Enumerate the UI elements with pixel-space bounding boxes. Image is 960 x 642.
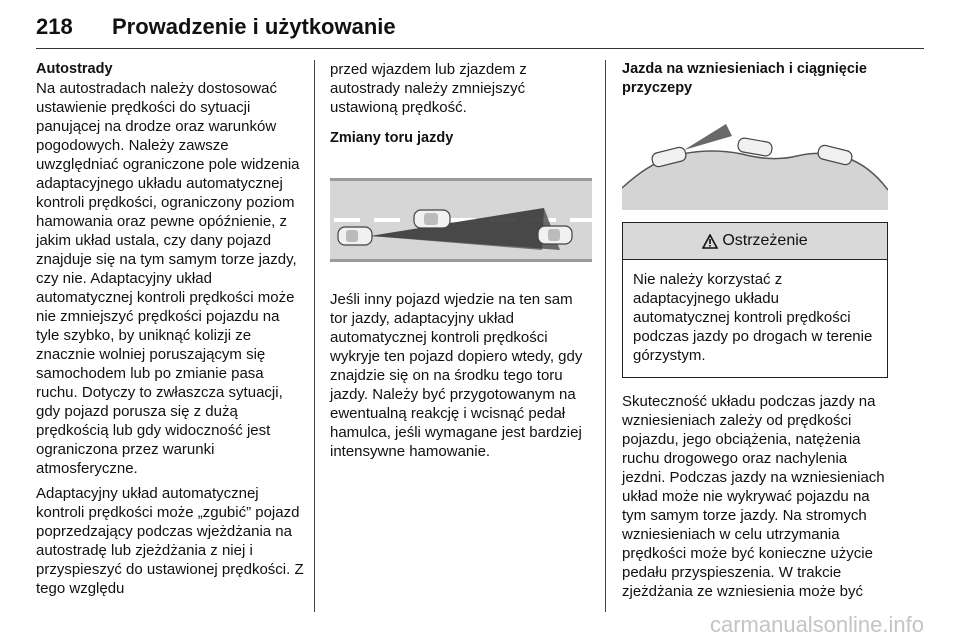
paragraph: Skuteczność układu podczas jazdy na wzniesieniach zależy od prędkości pojazdu, jego obciążenia, natężenia ruchu drogowego oraz nachylenia jezdni. Podczas jazdy na wzniesieniach układ może nie wykrywać pojazdu na tym samym torze jazdy. Na stromych wzniesieniach w celu utrzymania prędkości może być konieczne użycie pedału przyspieszenia. W trakcie zjeżdżania ze wzniesienia może być [622, 393, 885, 600]
column-divider [314, 60, 315, 612]
page-title: Prowadzenie i użytkowanie [112, 14, 396, 39]
warning-box [622, 222, 888, 378]
column-3 [622, 60, 888, 607]
hill-driving-illustration [622, 110, 888, 210]
section-heading-highways: Autostrady [36, 61, 113, 77]
watermark: carmanualsonline.info [709, 612, 924, 637]
column-2 [330, 60, 592, 467]
warning-header [623, 223, 887, 260]
warning-title: Ostrzeżenie [722, 232, 808, 249]
paragraph: przed wjazdem lub zjazdem z autostrady należy zmniejszyć ustawioną prędkość. [330, 61, 527, 116]
column-1 [36, 60, 306, 604]
lane-change-illustration [330, 164, 592, 274]
car-merging [414, 210, 450, 228]
section-heading-hills: Jazda na wzniesieniach i ciągnięcie przyczepy [622, 61, 867, 96]
paragraph: Adaptacyjny układ automatycznej kontroli prędkości może „zgubić” pojazd poprzedzający podczas wjeżdżania na autostradę lub zjeżdżania z niej i przyspieszyć do ustawionej prędkości. Z tego względu [36, 485, 304, 597]
car-own [338, 227, 372, 245]
warning-triangle-icon [702, 234, 718, 249]
warning-text: Nie należy korzystać z adaptacyjnego układu automatycznej kontroli prędkości podczas jazdy po drogach w terenie górzystym. [633, 271, 873, 364]
section-heading-lane-change: Zmiany toru jazdy [330, 130, 454, 146]
paragraph: Jeśli inny pojazd wjedzie na ten sam tor jazdy, adaptacyjny układ automatycznej kontroli prędkości wykryje ten pojazd dopiero wtedy, gdy znajdzie się on na środku tego toru jazdy. Należy być przygotowanym na ewentualną reakcję i wcisnąć pedał hamulca, jeśli wymagane jest bardziej intensywne hamowanie. [330, 291, 583, 460]
page-number: 218 [36, 14, 73, 39]
paragraph: Na autostradach należy dostosować ustawienie prędkości do sytuacji panującej na drodze oraz warunków pogodowych. Należy zawsze uwzględniać ograniczone pole widzenia adaptacyjnego układu automatycznej kontroli prędkości, ograniczony poziom hamowania oraz pewne opóźnienie, z jakim układ ustala, czy dany pojazd znajduje się na tym samym torze jazdy, czy nie. Adaptacyjny układ automatycznej kontroli prędkości może nie zmniejszyć prędkości pojazdu na tyle szybko, by uniknąć kolizji ze znacznie wolniej poruszającym się samochodem lub po zmianie pasa ruchu. Dotyczy to zwłaszcza sytuacji, gdy pojazd porusza się z dużą prędkością lub gdy widoczność jest ograniczona przez warunki atmosferyczne. [36, 80, 300, 477]
car-ahead [538, 226, 572, 244]
column-divider [605, 60, 606, 612]
header-rule [36, 48, 924, 49]
